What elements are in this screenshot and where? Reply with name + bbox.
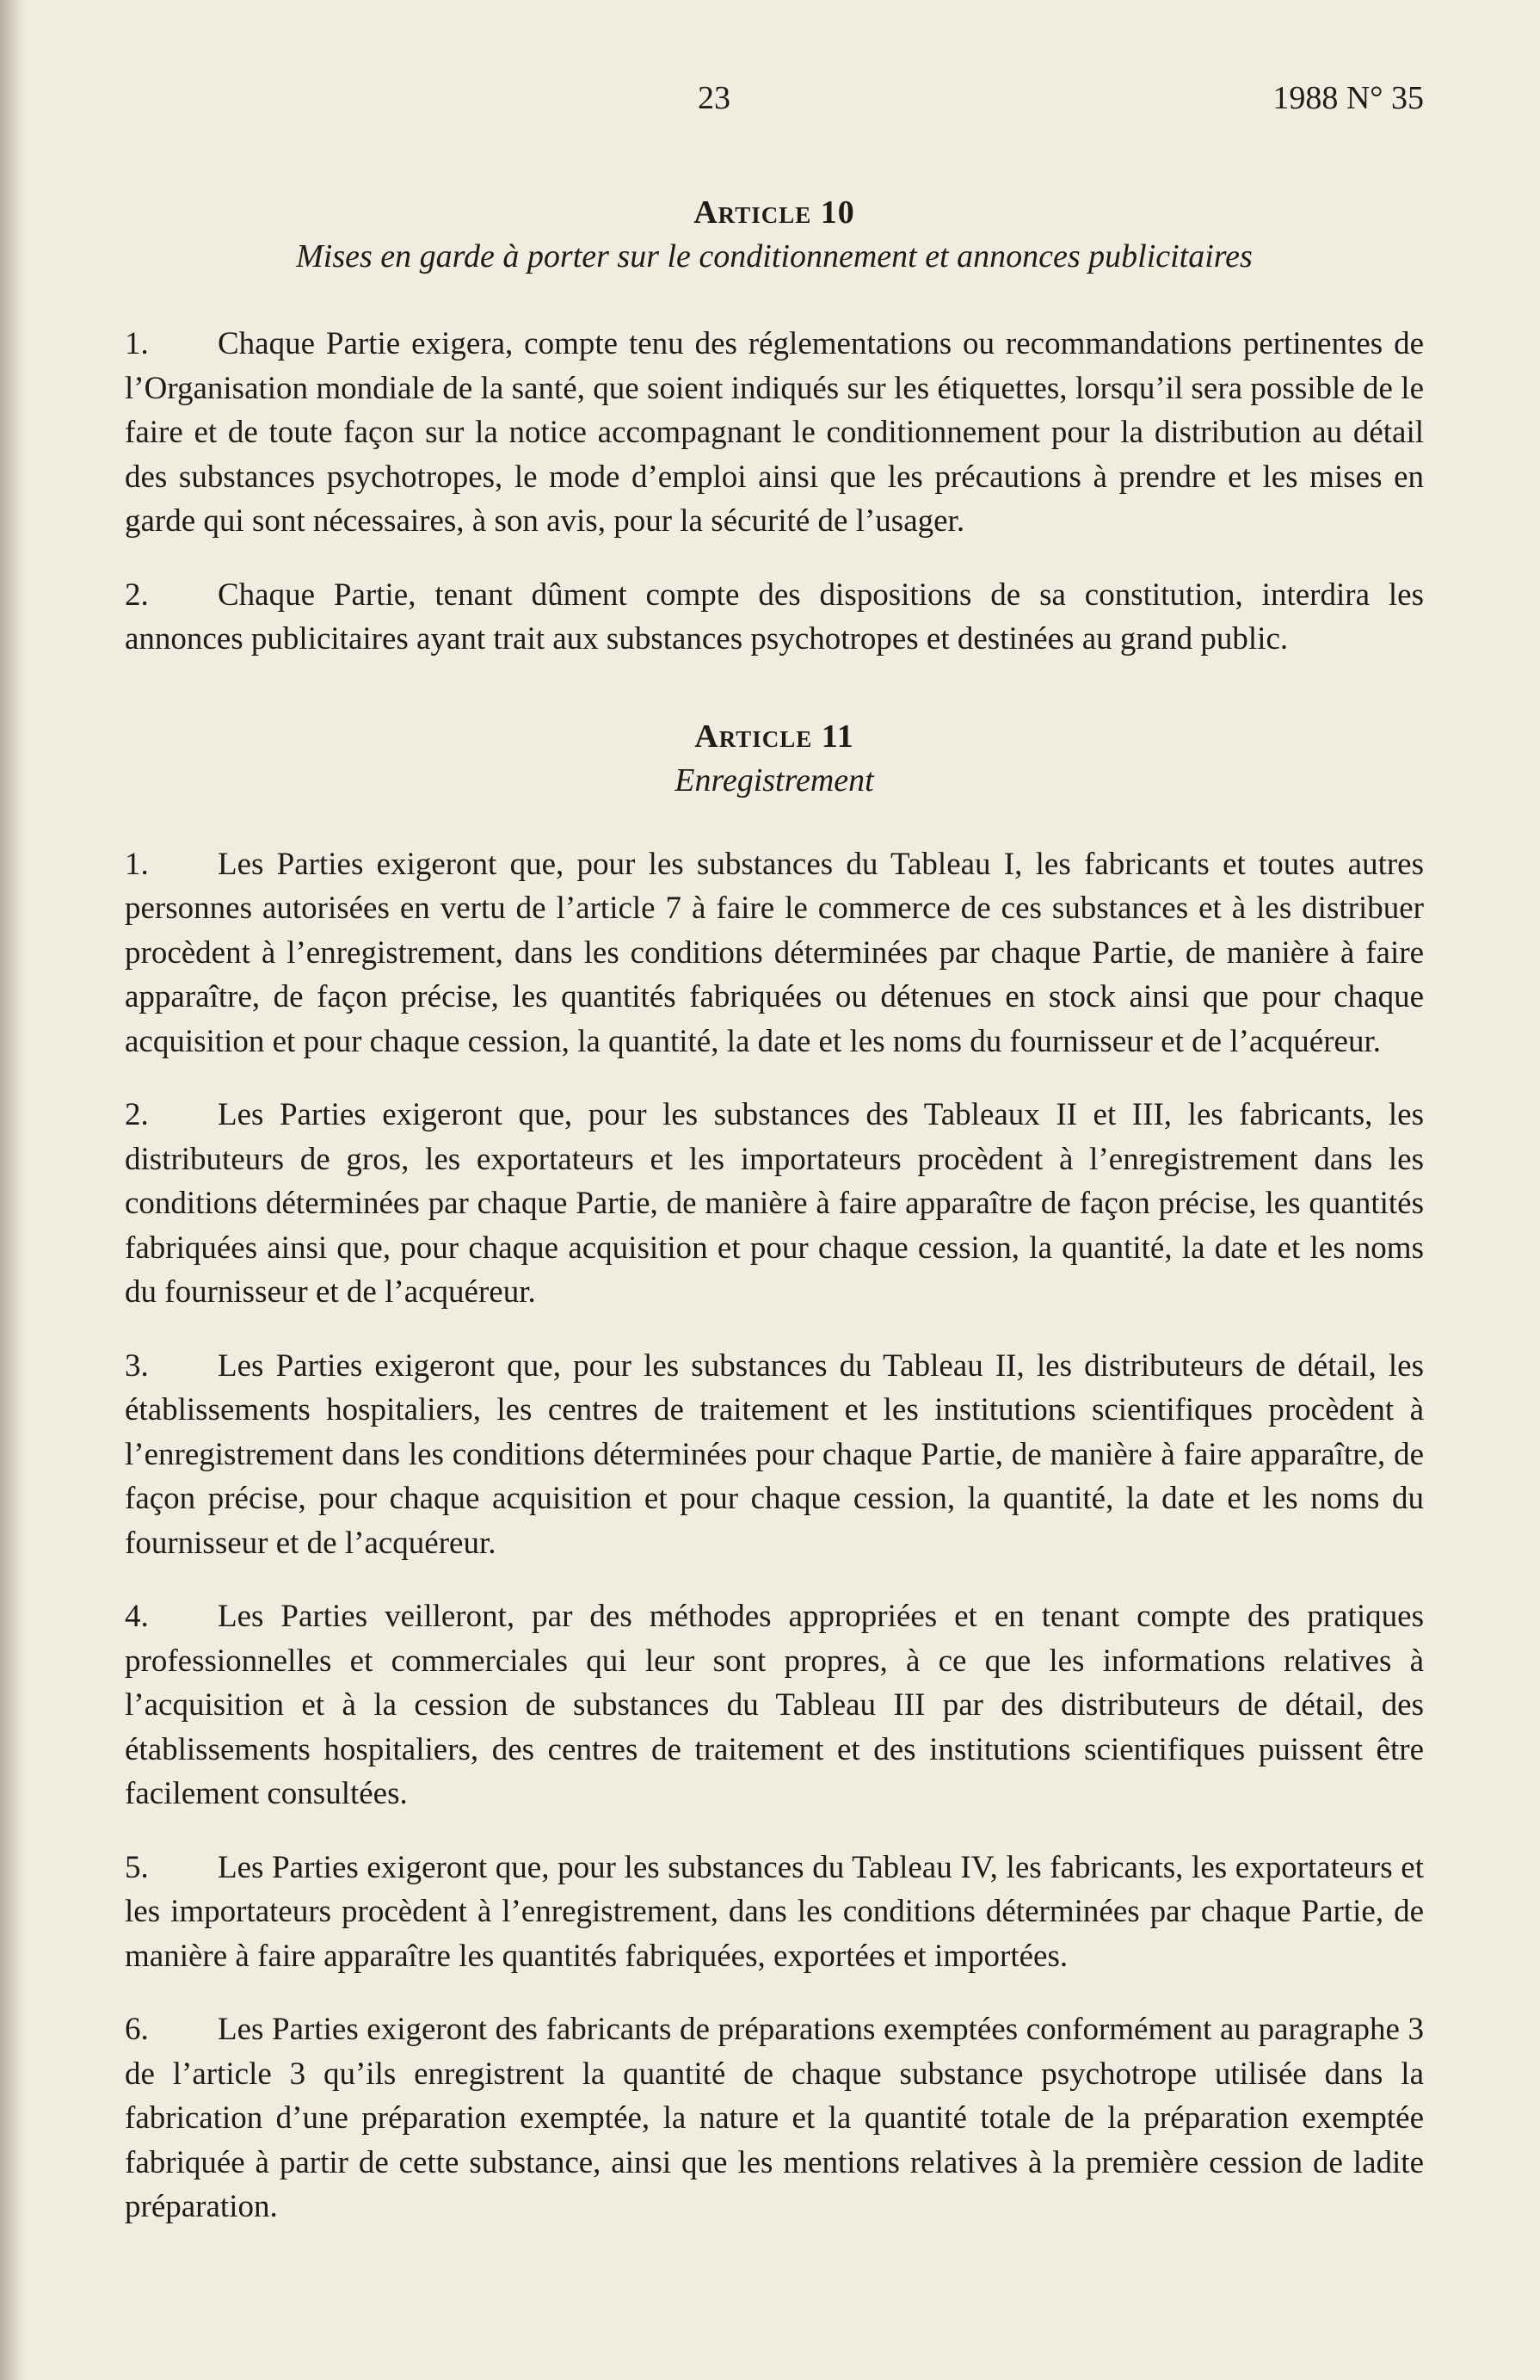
paragraph-number: 1. — [125, 846, 149, 882]
article-subtitle: Enregistrement — [675, 761, 874, 798]
paragraph-text: Les Parties exigeront que, pour les substances des Tableaux II et III, les fabricants, les distributeurs de gros, les exportateurs et les importateurs procèdent à l’enregistrement dans les conditions déterminées par chaque Partie, de manière à faire apparaître de façon précise, les quantités fabriquées ainsi que, pour chaque acquisition et pour chaque cession, la quantité, la date et les noms du fournisseur et de l’acquéreur. — [125, 1097, 1424, 1310]
running-header — [125, 79, 1424, 131]
paragraph — [125, 1846, 1424, 1979]
document-page — [125, 0, 1424, 2380]
paragraph-text: Chaque Partie, tenant dûment compte des dispositions de sa constitution, interdira les annonces publicitaires ayant trait aux substances psychotropes et destinées au grand public. — [125, 577, 1424, 657]
article-11 — [125, 715, 1424, 2229]
page-binding-edge — [0, 0, 26, 2380]
paragraph — [125, 842, 1424, 1064]
paragraph-text: Les Parties exigeront que, pour les substances du Tableau IV, les fabricants, les exportateurs et les importateurs procèdent à l’enregistrement, dans les conditions déterminées par chaque Partie, de manière à faire apparaître les quantités fabriquées, exportées et importées. — [125, 1849, 1424, 1974]
paragraph-text: Les Parties exigeront des fabricants de préparations exemptées conformément au paragraphe 3 de l’article 3 qu’ils enregistrent la quantité de chaque substance psychotrope utilisée dans la fabrication d’une préparation exemptée, la nature et la quantité totale de la préparation exemptée fabriquée à partir de cette substance, ainsi que les mentions relatives à la première cession de ladite préparation. — [125, 2012, 1424, 2224]
paragraph — [125, 322, 1424, 544]
paragraph-number: 2. — [125, 1097, 149, 1132]
article-heading: Article 10 — [693, 194, 855, 231]
article-subtitle: Mises en garde à porter sur le conditionnement et annonces publicitaires — [296, 238, 1253, 274]
paragraph — [125, 2007, 1424, 2229]
paragraph-number: 1. — [125, 326, 149, 361]
paragraph-number: 4. — [125, 1599, 149, 1634]
article-10 — [125, 191, 1424, 662]
paragraph-text: Chaque Partie exigera, compte tenu des réglementations ou recommandations pertinentes de l’Organisation mondiale de la santé, que soient indiqués sur les étiquettes, lorsqu’il sera possible de le faire et de toute façon sur la notice accompagnant le conditionnement pour la distribution au détail des substances psychotropes, le mode d’emploi ainsi que les précautions à prendre et les mises en garde qui sont nécessaires, à son avis, pour la sécurité de l’usager. — [125, 326, 1424, 539]
paragraph — [125, 573, 1424, 662]
paragraph-text: Les Parties exigeront que, pour les substances du Tableau II, les distributeurs de détail, les établissements hospitaliers, les centres de traitement et les institutions scientifiques procèdent à l’enregistrement dans les conditions déterminées pour chaque Partie, de manière à faire apparaître, de façon précise, pour chaque acquisition et pour chaque cession, la quantité, la date et les noms du fournisseur et de l’acquéreur. — [125, 1347, 1424, 1561]
paragraph-text: Les Parties exigeront que, pour les substances du Tableau I, les fabricants et toutes autres personnes autorisées en vertu de l’article 7 à faire le commerce de ces substances et à les distribuer procèdent à l’enregistrement, dans les conditions déterminées par chaque Partie, de manière à faire apparaître, de façon précise, les quantités fabriquées ou détenues en stock ainsi que pour chaque acquisition et pour chaque cession, la quantité, la date et les noms du fournisseur et de l’acquéreur. — [125, 846, 1424, 1059]
article-heading: Article 11 — [694, 718, 854, 755]
journal-reference: 1988 N° 35 — [1272, 80, 1424, 116]
page-content — [125, 191, 1424, 2283]
paragraph — [125, 1344, 1424, 1566]
paragraph-number: 5. — [125, 1849, 149, 1885]
paragraph-number: 2. — [125, 577, 149, 613]
paragraph-text: Les Parties veilleront, par des méthodes appropriées et en tenant compte des pratiques professionnelles et commerciales qui leur sont propres, à ce que les informations relatives à l’acquisition et à la cession de substances du Tableau III par des distributeurs de détail, des établissements hospitaliers, des centres de traitement et des institutions scientifiques puissent être facilement consultées. — [125, 1599, 1424, 1811]
paragraph-number: 3. — [125, 1347, 149, 1384]
paragraph-number: 6. — [125, 2012, 149, 2047]
paragraph — [125, 1594, 1424, 1816]
page-number: 23 — [698, 80, 730, 116]
paragraph — [125, 1093, 1424, 1315]
